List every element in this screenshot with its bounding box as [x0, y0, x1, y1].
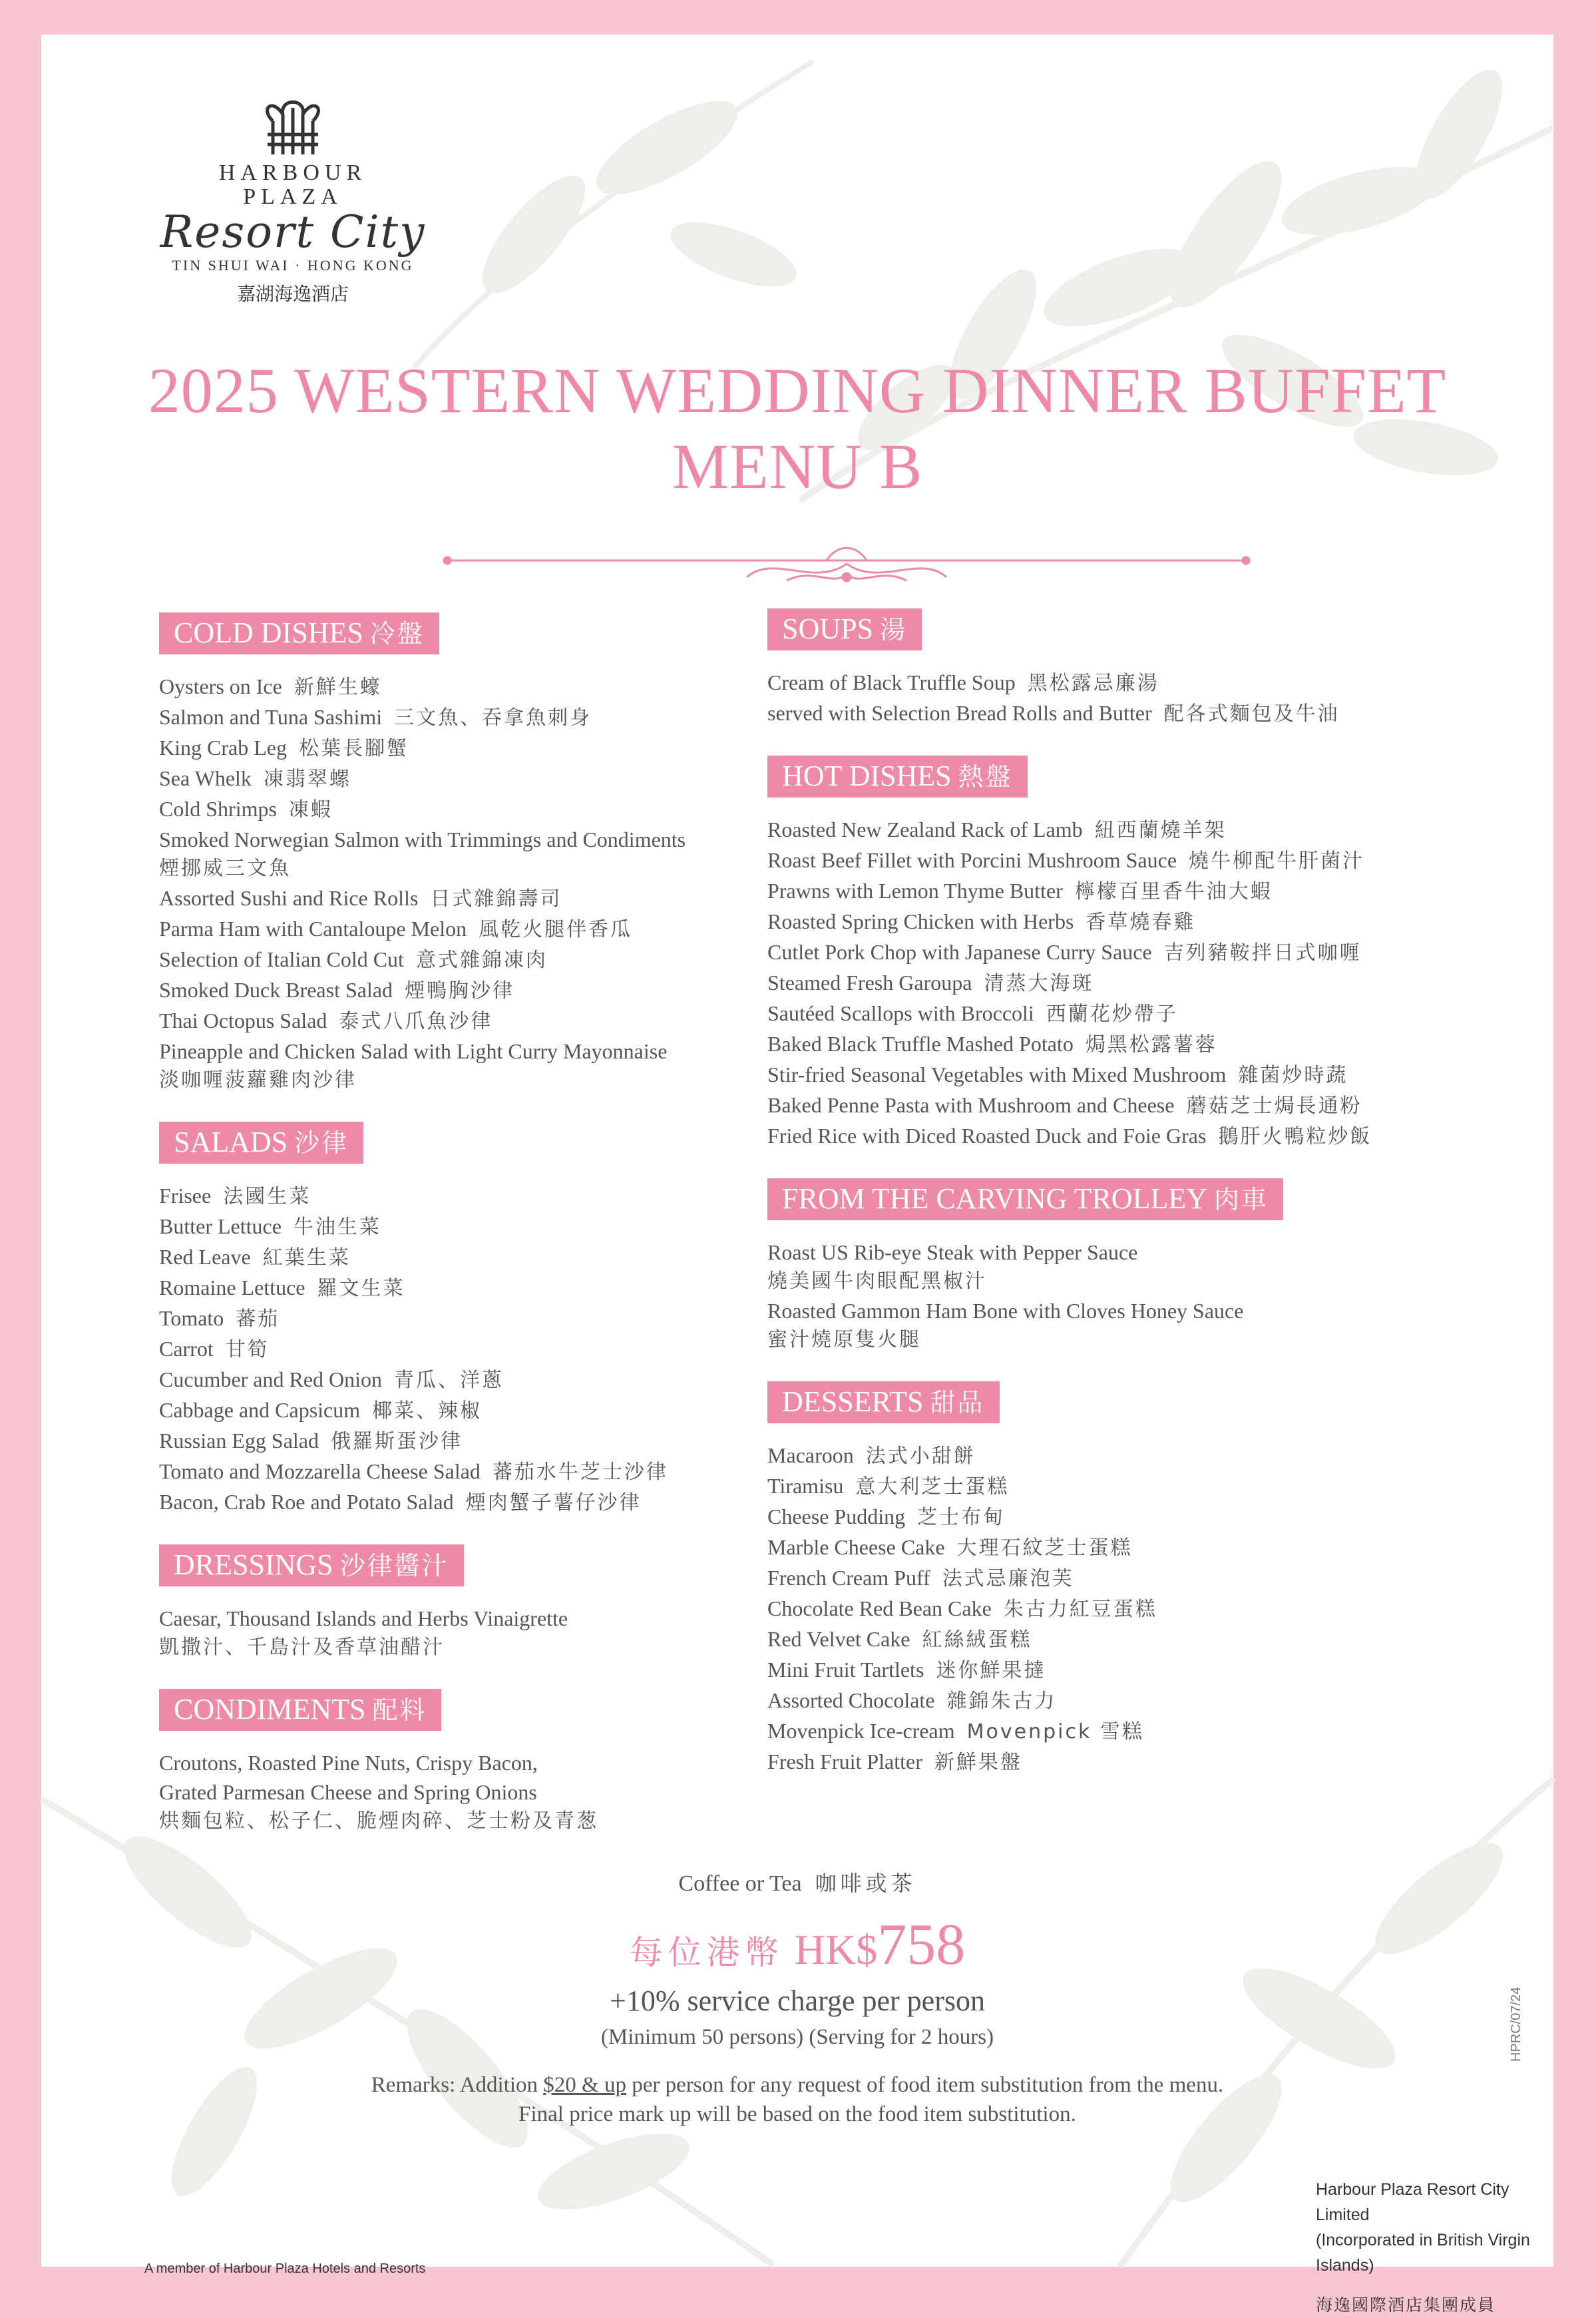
menu-item-en: Caesar, Thousand Islands and Herbs Vinaigrette [159, 1606, 568, 1630]
company-group-zh: 海逸國際酒店集團成員 [1316, 2295, 1496, 2315]
menu-item-en: Macaroon [767, 1443, 854, 1467]
section-header-label-zh: 沙律 [294, 1128, 349, 1158]
coffee-en: Coffee or Tea [678, 1871, 802, 1896]
menu-item-en: Baked Penne Pasta with Mushroom and Cheese [767, 1093, 1175, 1117]
menu-item-en: Chocolate Red Bean Cake [767, 1596, 992, 1620]
carving-list [767, 1238, 1372, 1355]
menu-item-zh: 檸檬百里香牛油大蝦 [1074, 880, 1273, 903]
menu-item-en: served with Selection Bread Rolls and Butter [767, 701, 1152, 725]
section-header-label: COLD DISHES [174, 616, 363, 649]
desserts-list [767, 1441, 1372, 1777]
menu-item-zh: 松葉長腳蟹 [298, 737, 409, 760]
menu-item [767, 1655, 1372, 1686]
menu-item-zh: 凍翡翠螺 [263, 768, 351, 791]
section-condiments [159, 1689, 686, 1836]
menu-item [159, 1181, 686, 1212]
menu-item-zh: 燒美國牛肉眼配黑椒汁 [767, 1270, 987, 1293]
company-info [1316, 2177, 1553, 2318]
menu-item [767, 698, 1372, 729]
remarks-post: per person for any request of food item substitution from the menu. [626, 2073, 1224, 2097]
menu-item [159, 1487, 686, 1518]
menu-item-zh: 甘筍 [225, 1338, 270, 1361]
section-cold-dishes [159, 612, 686, 1095]
service-charge: +10% service charge per person [610, 1984, 985, 2017]
menu-item [159, 975, 686, 1006]
menu-item-zh: 燒牛柳配牛肝菌汁 [1189, 849, 1365, 873]
menu-item [159, 1212, 686, 1242]
menu-item-zh: 朱古力紅豆蛋糕 [1003, 1598, 1157, 1621]
menu-item-en: Selection of Italian Cold Cut [159, 947, 404, 971]
menu-item-zh: 蘑菇芝士焗長通粉 [1186, 1094, 1362, 1118]
section-header-condiments [159, 1689, 441, 1731]
menu-item [767, 845, 1372, 876]
menu-item-zh: 凱撒汁、千島汁及香草油醋汁 [159, 1636, 445, 1659]
menu-item-zh: 青瓜、洋蔥 [394, 1369, 504, 1392]
menu-item-zh: 凍蝦 [288, 798, 333, 821]
coffee-or-tea [41, 1867, 1553, 1897]
menu-item-en: Cutlet Pork Chop with Japanese Curry Sauce [767, 940, 1152, 964]
menu-item-en: Fresh Fruit Platter [767, 1749, 922, 1773]
menu-item-en: Pineapple and Chicken Salad with Light Curry Mayonnaise [159, 1039, 668, 1063]
menu-item-en: Assorted Chocolate [767, 1688, 935, 1712]
menu-item [767, 668, 1372, 698]
menu-item-en: Bacon, Crab Roe and Potato Salad [159, 1490, 454, 1514]
menu-item [767, 1029, 1372, 1060]
section-hot-dishes [767, 756, 1372, 1152]
menu-item-zh: 牛油生菜 [293, 1216, 381, 1239]
soups-list [767, 668, 1372, 729]
menu-item-en: Cheese Pudding [767, 1505, 906, 1528]
section-header-label: DESSERTS [782, 1385, 924, 1418]
menu-item [159, 1365, 686, 1395]
logo-emblem-icon [253, 95, 333, 161]
menu-item [159, 672, 686, 702]
menu-item-en: Sea Whelk [159, 766, 252, 790]
menu-item-en: Mini Fruit Tartlets [767, 1658, 924, 1682]
menu-item-zh: 紅葉生菜 [262, 1246, 351, 1270]
menu-item-zh: 蜜汁燒原隻火腿 [767, 1328, 921, 1351]
menu-item [767, 1716, 1372, 1747]
section-header-desserts [767, 1381, 1000, 1423]
menu-item-en: French Cream Puff [767, 1566, 930, 1590]
menu-item [159, 825, 686, 854]
menu-item-zh: 西蘭花炒帶子 [1046, 1003, 1178, 1026]
section-header-label-zh: 熱盤 [958, 762, 1013, 792]
menu-item [159, 945, 686, 975]
menu-item-en: Grated Parmesan Cheese and Spring Onions [159, 1780, 537, 1804]
menu-item-en: Stir-fried Seasonal Vegetables with Mixed Mushroom [767, 1062, 1227, 1086]
menu-item-en: Frisee [159, 1184, 212, 1208]
menu-item-zh: 蕃茄水牛芝士沙律 [492, 1461, 668, 1484]
menu-item-zh: Movenpick 雪糕 [966, 1720, 1144, 1743]
menu-item [767, 999, 1372, 1029]
cold-dishes-list [159, 672, 686, 1095]
section-header-carving-trolley [767, 1178, 1283, 1220]
menu-item-zh: 雜菌炒時蔬 [1238, 1064, 1348, 1087]
minimum-persons: (Minimum 50 persons) (Serving for 2 hours) [600, 2025, 994, 2049]
menu-item-zh: 煙肉蟹子薯仔沙律 [465, 1491, 642, 1514]
section-header-dressings [159, 1544, 464, 1586]
title-divider-ornament [441, 541, 1253, 594]
menu-item-en: Roast Beef Fillet with Porcini Mushroom Sauce [767, 848, 1177, 872]
menu-item [159, 1242, 686, 1273]
menu-sheet [41, 35, 1553, 2315]
section-header-hot-dishes [767, 756, 1028, 798]
menu-item-en: Parma Ham with Cantaloupe Melon [159, 917, 467, 941]
menu-item [159, 794, 686, 825]
menu-item [767, 1471, 1372, 1502]
menu-item-zh: 法式小甜餅 [865, 1445, 976, 1468]
menu-item-zh: 黑松露忌廉湯 [1027, 672, 1159, 695]
menu-item-en: Roasted Gammon Ham Bone with Cloves Honey Sauce [767, 1299, 1244, 1323]
menu-item-en: Roast US Rib-eye Steak with Pepper Sauce [767, 1240, 1138, 1264]
menu-item [159, 1748, 686, 1777]
menu-item-en: Cream of Black Truffle Soup [767, 670, 1016, 694]
menu-item-zh: 俄羅斯蛋沙律 [330, 1430, 463, 1453]
menu-item-zh: 芝士布甸 [917, 1506, 1006, 1529]
menu-item-en: Croutons, Roasted Pine Nuts, Crispy Bacon, [159, 1751, 538, 1775]
logo-line-chinese: 嘉湖海逸酒店 [236, 283, 349, 305]
menu-item-zh: 鵝肝火鴨粒炒飯 [1218, 1125, 1372, 1148]
section-header-label: CONDIMENTS [174, 1693, 366, 1726]
menu-item-zh: 意式雜錦凍肉 [415, 949, 548, 972]
menu-item [159, 1777, 686, 1807]
menu-item-zh: 雜錦朱古力 [946, 1690, 1057, 1713]
menu-item-en: Cucumber and Red Onion [159, 1367, 383, 1391]
menu-item-zh: 法國生菜 [223, 1185, 311, 1208]
menu-item-en: Cabbage and Capsicum [159, 1398, 361, 1422]
remarks-amount: $20 & up [543, 2073, 626, 2097]
remarks-line2: Final price mark up will be based on the food item substitution. [518, 2102, 1076, 2126]
menu-item [767, 968, 1372, 999]
menu-item [767, 937, 1372, 968]
menu-item-en: Marble Cheese Cake [767, 1535, 945, 1559]
section-header-label: HOT DISHES [782, 760, 952, 792]
menu-item-en: Smoked Duck Breast Salad [159, 978, 393, 1002]
section-header-label-zh: 沙律醬汁 [339, 1551, 449, 1580]
hotel-logo [160, 95, 426, 306]
menu-item-zh: 焗黑松露薯蓉 [1085, 1033, 1217, 1056]
section-header-salads [159, 1122, 363, 1164]
menu-item-en: King Crab Leg [159, 736, 287, 760]
menu-item-zh: 配各式麵包及牛油 [1163, 702, 1340, 726]
menu-item [159, 1037, 686, 1066]
menu-item-en: Thai Octopus Salad [159, 1009, 327, 1033]
menu-item [767, 1624, 1372, 1655]
section-header-label-zh: 冷盤 [369, 619, 425, 648]
menu-item-en: Steamed Fresh Garoupa [767, 971, 972, 995]
menu-item-zh: 清蒸大海斑 [984, 972, 1094, 995]
menu-item-en: Oysters on Ice [159, 674, 282, 698]
menu-item-zh: 紐西蘭燒羊架 [1094, 819, 1227, 842]
document-code: HPRC/07/24 [1509, 1986, 1523, 2062]
menu-item-zh: 煙挪威三文魚 [159, 857, 291, 880]
section-soups [767, 608, 1372, 729]
menu-item [767, 1502, 1372, 1532]
section-header-label-zh: 配料 [372, 1696, 427, 1725]
menu-item-zh: 煙鴨胸沙律 [405, 979, 515, 1003]
menu-item [159, 1604, 686, 1633]
price-line [41, 1915, 1553, 1982]
menu-item-en: Prawns with Lemon Thyme Butter [767, 879, 1063, 903]
menu-item [159, 1006, 686, 1037]
section-header-label-zh: 肉車 [1214, 1185, 1269, 1214]
menu-item-en: Salmon and Tuna Sashimi [159, 705, 383, 729]
coffee-zh: 咖啡或茶 [815, 1871, 916, 1896]
menu-item [767, 1594, 1372, 1624]
salads-list [159, 1181, 686, 1518]
logo-line-resort-city: Resort City [160, 206, 426, 258]
menu-item-en: Baked Black Truffle Mashed Potato [767, 1032, 1074, 1056]
menu-item-en: Butter Lettuce [159, 1214, 282, 1238]
menu-item [159, 702, 686, 733]
section-desserts [767, 1381, 1372, 1777]
logo-line-harbour: HARBOUR [218, 160, 367, 185]
menu-item [159, 1334, 686, 1365]
menu-item [159, 1395, 686, 1426]
section-header-label: DRESSINGS [174, 1548, 333, 1581]
menu-item [159, 914, 686, 945]
condiments-list [159, 1748, 686, 1836]
menu-item-en: Roasted New Zealand Rack of Lamb [767, 817, 1083, 841]
menu-item-en: Smoked Norwegian Salmon with Trimmings and Condiments [159, 827, 686, 851]
remarks-line1 [41, 2073, 1553, 2098]
menu-item [159, 1303, 686, 1334]
section-salads [159, 1122, 686, 1518]
section-header-label: SALADS [174, 1126, 288, 1158]
remarks-pre: Remarks: Addition [371, 2073, 544, 2097]
price-amount: 758 [877, 1913, 966, 1977]
menu-item-en: Romaine Lettuce [159, 1275, 305, 1299]
menu-item [767, 1747, 1372, 1777]
menu-item [767, 1563, 1372, 1594]
menu-item [767, 1060, 1372, 1090]
menu-item [767, 876, 1372, 907]
menu-item-zh: 紅絲絨蛋糕 [922, 1628, 1032, 1652]
menu-item-zh: 淡咖喱菠蘿雞肉沙律 [159, 1068, 357, 1092]
menu-item-en: Fried Rice with Diced Roasted Duck and Foie Gras [767, 1124, 1207, 1148]
section-carving-trolley [767, 1178, 1372, 1355]
menu-item-en: Tomato and Mozzarella Cheese Salad [159, 1459, 481, 1483]
menu-item-en: Tiramisu [767, 1474, 844, 1498]
menu-item-en: Movenpick Ice-cream [767, 1719, 955, 1743]
menu-item-en: Red Leave [159, 1245, 251, 1269]
menu-item-zh: 三文魚、吞拿魚刺身 [394, 706, 592, 730]
menu-item-zh: 新鮮果盤 [934, 1751, 1022, 1774]
menu-item-en: Russian Egg Salad [159, 1429, 319, 1453]
menu-item [159, 764, 686, 794]
menu-item-zh: 風乾火腿伴香瓜 [479, 918, 633, 941]
menu-item [159, 1457, 686, 1487]
logo-line-location: TIN SHUI WAI · HONG KONG [172, 257, 414, 274]
hot-dishes-list [767, 815, 1372, 1152]
menu-item [767, 815, 1372, 845]
menu-item [159, 883, 686, 914]
menu-item [159, 1273, 686, 1303]
menu-item-en: Cold Shrimps [159, 797, 277, 821]
leaf-decoration-top-left [361, 35, 827, 381]
right-column [767, 608, 1372, 1804]
menu-item [159, 1426, 686, 1457]
section-header-label: SOUPS [782, 612, 873, 645]
menu-item-zh: 椰菜、辣椒 [372, 1399, 483, 1423]
menu-item-en: Carrot [159, 1337, 214, 1361]
menu-title-line2: MENU B [672, 431, 923, 502]
menu-item-zh: 日式雜錦壽司 [430, 887, 562, 911]
menu-item-zh: 蕃茄 [236, 1307, 280, 1331]
menu-item-en: Assorted Sushi and Rice Rolls [159, 886, 419, 910]
menu-item [767, 1686, 1372, 1716]
company-name: Harbour Plaza Resort City Limited [1316, 2180, 1509, 2224]
menu-item [767, 1121, 1372, 1152]
menu-item-zh: 羅文生菜 [317, 1277, 405, 1300]
menu-item-zh: 意大利芝士蛋糕 [855, 1475, 1010, 1499]
section-header-label: FROM THE CARVING TROLLEY [782, 1182, 1207, 1215]
company-incorporation: (Incorporated in British Virgin Islands) [1316, 2231, 1530, 2275]
menu-item [767, 1296, 1372, 1325]
menu-item [767, 1090, 1372, 1121]
price-currency: HK$ [794, 1926, 878, 1973]
menu-item-en: Roasted Spring Chicken with Herbs [767, 909, 1074, 933]
menu-item-zh: 吉列豬鞍拌日式咖喱 [1163, 941, 1362, 965]
section-dressings [159, 1544, 686, 1662]
menu-item [767, 1532, 1372, 1563]
menu-item [767, 1238, 1372, 1267]
menu-item-en: Red Velvet Cake [767, 1627, 910, 1651]
menu-item [767, 907, 1372, 937]
section-header-label-zh: 甜品 [930, 1388, 985, 1417]
menu-item-zh: 大理石紋芝士蛋糕 [956, 1536, 1133, 1560]
menu-item-zh: 泰式八爪魚沙律 [339, 1010, 493, 1033]
left-column [159, 612, 686, 1863]
menu-item-en: Tomato [159, 1306, 224, 1330]
menu-item [767, 1441, 1372, 1471]
menu-item-zh: 迷你鮮果撻 [936, 1659, 1046, 1682]
section-header-cold-dishes [159, 612, 439, 654]
logo-line-plaza: PLAZA [243, 184, 343, 209]
member-note: A member of Harbour Plaza Hotels and Resorts [144, 2261, 426, 2276]
menu-item-zh: 烘麵包粒、松子仁、脆煙肉碎、芝士粉及青葱 [159, 1809, 598, 1833]
menu-item [159, 733, 686, 764]
price-zh: 每位港幣 [629, 1933, 784, 1972]
menu-item-zh: 新鮮生蠔 [294, 676, 382, 699]
menu-title-line1: 2025 WESTERN WEDDING DINNER BUFFET [148, 355, 1447, 426]
section-header-soups [767, 608, 922, 650]
menu-item-zh: 法式忌廉泡芙 [942, 1567, 1074, 1590]
menu-item-en: Sautéed Scallops with Broccoli [767, 1001, 1034, 1025]
section-header-label-zh: 湯 [879, 615, 907, 644]
dressings-list [159, 1604, 686, 1662]
menu-item-zh: 香草燒春雞 [1086, 911, 1196, 934]
